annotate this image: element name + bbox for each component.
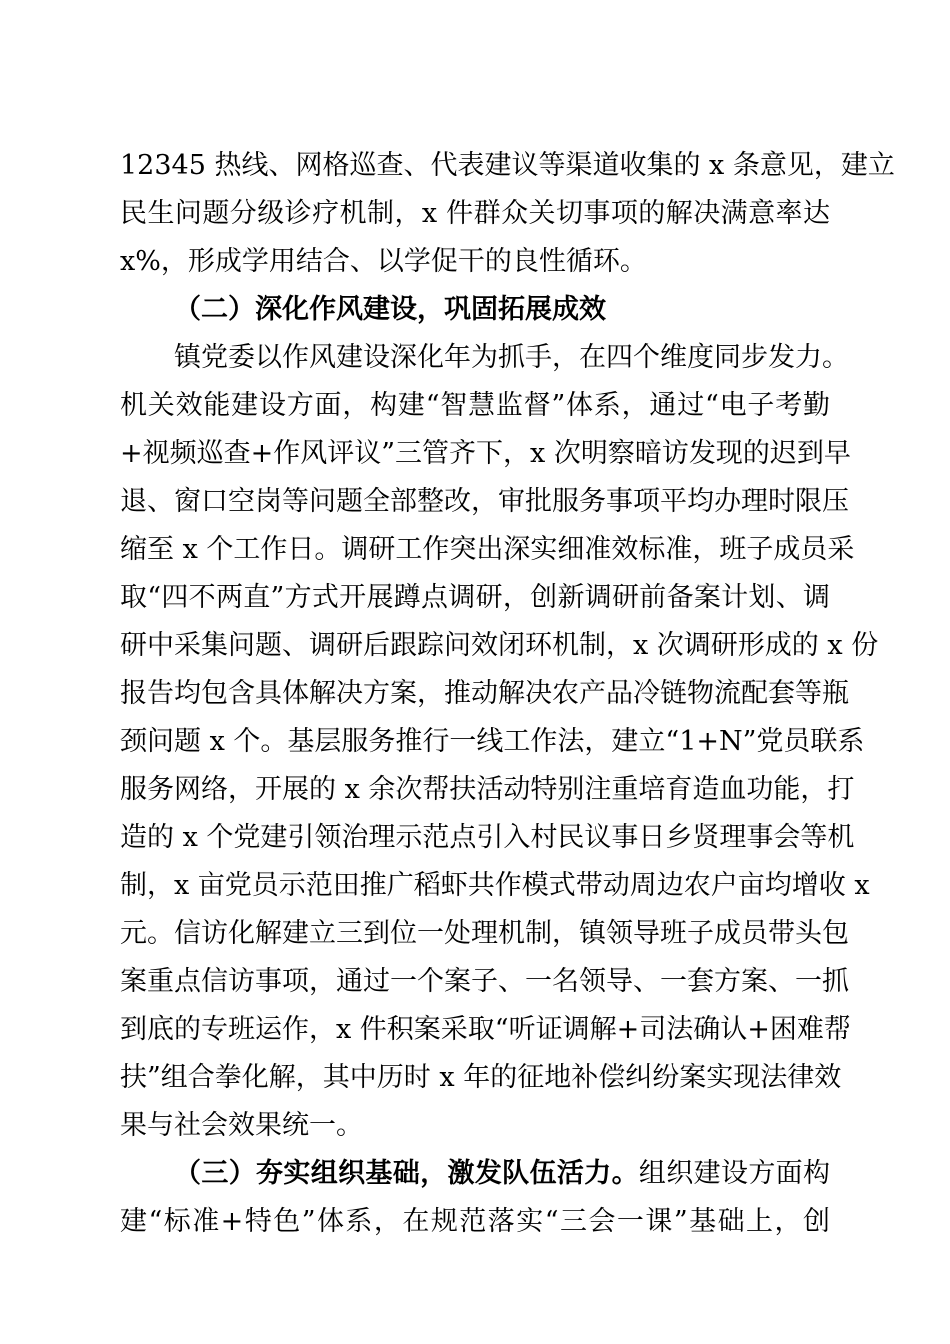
para2-line-5: 缩至 x 个工作日。调研工作突出深实细准效标准，班子成员采: [120, 534, 855, 565]
para2-line-14: 案重点信访事项，通过一个案子、一名领导、一套方案、一抓: [120, 966, 849, 997]
para2-line-2: 机关效能建设方面，构建“智慧监督”体系，通过“电子考勤: [120, 390, 830, 421]
para2-line-4: 退、窗口空岗等问题全部整改，审批服务事项平均办理时限压: [120, 486, 849, 517]
section-heading-3: （三）夯实组织基础，激发队伍活力。: [174, 1158, 639, 1189]
para2-line-13: 元。信访化解建立三到位一处理机制，镇领导班子成员带头包: [120, 918, 849, 949]
para2-line-11: 造的 x 个党建引领治理示范点引入村民议事日乡贤理事会等机: [120, 822, 855, 853]
para1-line-1: 12345 热线、网格巡查、代表建议等渠道收集的 x 条意见，建立: [120, 150, 895, 181]
para2-line-17: 果与社会效果统一。: [120, 1110, 363, 1141]
para2-line-15: 到底的专班运作，x 件积案采取“听证调解+司法确认+困难帮: [120, 1014, 851, 1045]
para2-line-8: 报告均包含具体解决方案，推动解决农产品冷链物流配套等瓶: [120, 678, 849, 709]
para3-line-1-text: 组织建设方面构: [638, 1158, 831, 1189]
para2-line-6: 取“四不两直”方式开展蹲点调研，创新调研前备案计划、调: [120, 582, 830, 613]
para1-line-2: 民生问题分级诊疗机制，x 件群众关切事项的解决满意率达: [120, 198, 830, 229]
para2-line-1: 镇党委以作风建设深化年为抓手，在四个维度同步发力。: [174, 342, 849, 373]
para3-line-2: 建“标准+特色”体系，在规范落实“三会一课”基础上，创: [120, 1206, 830, 1237]
para2-line-12: 制，x 亩党员示范田推广稻虾共作模式带动周边农户亩均增收 x: [120, 870, 870, 901]
para2-line-9: 颈问题 x 个。基层服务推行一线工作法，建立“1+N”党员联系: [120, 726, 865, 757]
para2-line-16: 扶”组合拳化解，其中历时 x 年的征地补偿纠纷案实现法律效: [120, 1062, 842, 1093]
para1-line-3: x%，形成学用结合、以学促干的良性循环。: [120, 246, 647, 277]
section-heading-2: （二）深化作风建设，巩固拓展成效: [174, 294, 606, 325]
para2-line-7: 研中采集问题、调研后跟踪问效闭环机制，x 次调研形成的 x 份: [120, 630, 879, 661]
para3-line-1: [174, 1154, 830, 1194]
para2-line-3: +视频巡查+作风评议”三管齐下，x 次明察暗访发现的迟到早: [120, 438, 851, 469]
para2-line-10: 服务网络，开展的 x 余次帮扶活动特别注重培育造血功能，打: [120, 774, 855, 805]
